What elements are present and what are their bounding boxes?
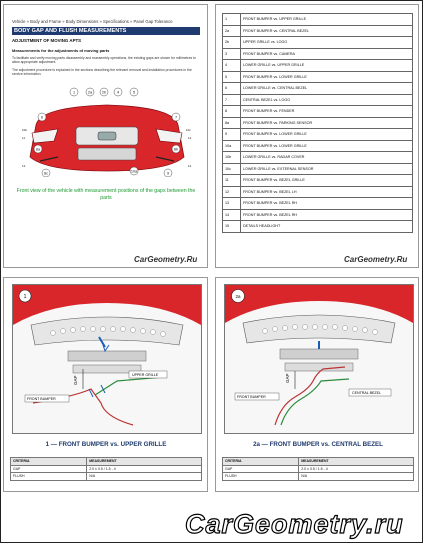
intro-paragraph: To facilitate and verify moving parts disassembly and reassembly operations, the existing gaps are shown for millimetres to allow appropriate adjustment.: [12, 56, 196, 65]
callout-2b: 2b: [101, 90, 107, 95]
row-flush-label: FLUSH: [223, 473, 299, 481]
table-row: [223, 60, 413, 72]
breadcrumb: Vehicle » Body and Frame » Body Dimensions » Specifications » Panel Gap Tolerance: [12, 19, 173, 24]
gap-badge: 2a: [235, 294, 241, 299]
table-row: [223, 198, 413, 210]
callout-8c: 8c: [43, 171, 49, 176]
row-label: LOWER GRILLE vs. EXTERNAL SENSOR: [241, 163, 413, 175]
table-row: [223, 186, 413, 198]
callout-1: 1: [72, 90, 76, 95]
row-number: 12: [223, 186, 241, 198]
row-number: 2b: [223, 37, 241, 49]
row-label: FRONT BUMPER vs. BEZEL LH: [241, 186, 413, 198]
row-gap-label: GAP: [11, 465, 87, 473]
callout-13: 13: [22, 164, 26, 168]
measurement-table: [10, 457, 202, 481]
page-title: BODY GAP AND FLUSH MEASUREMENTS: [12, 27, 200, 35]
row-label: FRONT BUMPER vs. PARKING SENSOR: [241, 117, 413, 129]
row-number: 2a: [223, 25, 241, 37]
page-body-gap-overview: [3, 4, 208, 268]
row-flush-label: FLUSH: [11, 473, 87, 481]
row-number: 8a: [223, 117, 241, 129]
table-row: [223, 14, 413, 26]
callout-8a: 8a: [35, 147, 41, 152]
callout-5: 5: [132, 90, 136, 95]
row-label: LOWER GRILLE vs. CENTRAL BEZEL: [241, 83, 413, 95]
callout-10c: 10c: [186, 128, 191, 132]
watermark: CarGeometry.Ru: [134, 255, 198, 264]
row-label: UPPER GRILLE vs. LOGO: [241, 37, 413, 49]
page-gap-2a: [215, 277, 419, 492]
table-row: [223, 83, 413, 95]
th-criteria: CRITERIA: [223, 458, 299, 466]
front-view-car-image: [18, 87, 196, 177]
measurement-table: [222, 457, 414, 481]
row-number: 10c: [223, 163, 241, 175]
row-flush-value: N/A: [299, 473, 414, 481]
table-row: [223, 117, 413, 129]
table-row: [223, 221, 413, 233]
row-label: FRONT BUMPER vs. CAMERA: [241, 48, 413, 60]
label-central-bezel: CENTRAL BEZEL: [352, 391, 382, 395]
table-row: [223, 129, 413, 141]
row-gap-value: 2.0 ± 0.5 / 1.5 - 4: [299, 465, 414, 473]
table-row: [223, 152, 413, 164]
row-label: DETAILS HEADLIGHT: [241, 221, 413, 233]
table-row: [223, 163, 413, 175]
label-front-bumper: FRONT BUMPER: [237, 395, 266, 399]
brand-part-2: r: [339, 509, 352, 539]
row-label: FRONT BUMPER vs. FENDER: [241, 106, 413, 118]
row-number: 14: [223, 209, 241, 221]
row-number: 10a: [223, 140, 241, 152]
callout-14: 14: [188, 164, 192, 168]
callout-8b: 8b: [173, 147, 179, 152]
row-label: LOWER GRILLE vs. RADAR COVER: [241, 152, 413, 164]
callout-10a: 10a: [130, 169, 138, 174]
row-label: FRONT BUMPER vs. BEZEL GRILLE: [241, 175, 413, 187]
gap-caption: 1 — FRONT BUMPER vs. UPPER GRILLE: [45, 441, 167, 448]
row-number: 4: [223, 60, 241, 72]
th-criteria: CRITERIA: [11, 458, 87, 466]
table-row: [223, 71, 413, 83]
section-subtitle: ADJUSTMENT OF MOVING APTS: [12, 38, 82, 43]
table-row: [223, 94, 413, 106]
row-label: FRONT BUMPER vs. BEZEL RH: [241, 198, 413, 210]
gap-label: GAP: [73, 375, 78, 385]
row-number: 6: [223, 83, 241, 95]
callout-6: 6: [40, 115, 44, 120]
row-number: 11: [223, 175, 241, 187]
callout-9: 9: [166, 171, 170, 176]
row-label: FRONT BUMPER vs. LOWER GRILLE: [241, 140, 413, 152]
row-number: 1: [223, 14, 241, 26]
row-number: 13: [223, 198, 241, 210]
row-label: FRONT BUMPER vs. CENTRAL BEZEL: [241, 25, 413, 37]
table-row: [223, 140, 413, 152]
brand-watermark: [185, 509, 404, 540]
row-label: LOWER GRILLE vs. UPPER GRILLE: [241, 60, 413, 72]
label-front-bumper: FRONT BUMPER: [27, 397, 56, 401]
row-number: 5: [223, 71, 241, 83]
label-upper-grille: UPPER GRILLE: [132, 373, 159, 377]
gap-2a-illustration: [224, 284, 414, 434]
row-flush-value: N/A: [87, 473, 202, 481]
table-row: [223, 106, 413, 118]
callout-7: 7: [174, 115, 178, 120]
row-label: FRONT BUMPER vs. LOWER GRILLE: [241, 129, 413, 141]
row-number: 8: [223, 106, 241, 118]
callout-12: 12: [188, 136, 192, 140]
section-heading: Measurements for the adjustments of moving parts: [12, 48, 110, 53]
table-row: [223, 48, 413, 60]
gap-caption: 2a — FRONT BUMPER vs. CENTRAL BEZEL: [253, 441, 383, 448]
brand-part-1: CarGeomet: [185, 509, 340, 539]
brand-part-3: y.ru: [351, 509, 404, 539]
table-row: [223, 25, 413, 37]
figure-caption: Front view of the vehicle with measurement positions of the gaps between the parts: [16, 188, 196, 201]
table-row: [223, 175, 413, 187]
callout-10b: 10b: [22, 128, 28, 132]
th-measurement: MEASUREMENT: [299, 458, 414, 466]
table-row: [223, 209, 413, 221]
gap-badge: 1: [23, 294, 27, 300]
gap-label: GAP: [285, 373, 290, 383]
row-gap-label: GAP: [223, 465, 299, 473]
row-label: FRONT BUMPER vs. BEZEL RH: [241, 209, 413, 221]
procedure-paragraph: The adjustment procedure is explained in the sections describing the relevant removal and installation procedures in the service information.: [12, 68, 192, 77]
row-label: FRONT BUMPER vs. LOWER GRILLE: [241, 71, 413, 83]
th-measurement: MEASUREMENT: [87, 458, 202, 466]
gap-index-table: [222, 13, 413, 233]
row-label: FRONT BUMPER vs. UPPER GRILLE: [241, 14, 413, 26]
row-number: 3: [223, 48, 241, 60]
page-gap-1: [3, 277, 208, 492]
page-gap-index-table: [215, 4, 419, 268]
watermark: CarGeometry.Ru: [344, 255, 408, 264]
row-number: 9: [223, 129, 241, 141]
row-number: 10b: [223, 152, 241, 164]
row-number: 7: [223, 94, 241, 106]
row-label: CENTRAL BEZEL vs. LOGO: [241, 94, 413, 106]
row-number: 15: [223, 221, 241, 233]
row-gap-value: 2.0 ± 0.5 / 1.5 - 4: [87, 465, 202, 473]
gap-1-illustration: [12, 284, 202, 434]
table-row: [223, 37, 413, 49]
callout-4: 4: [116, 90, 120, 95]
callout-2a: 2a: [87, 90, 93, 95]
callout-11: 11: [22, 136, 26, 140]
